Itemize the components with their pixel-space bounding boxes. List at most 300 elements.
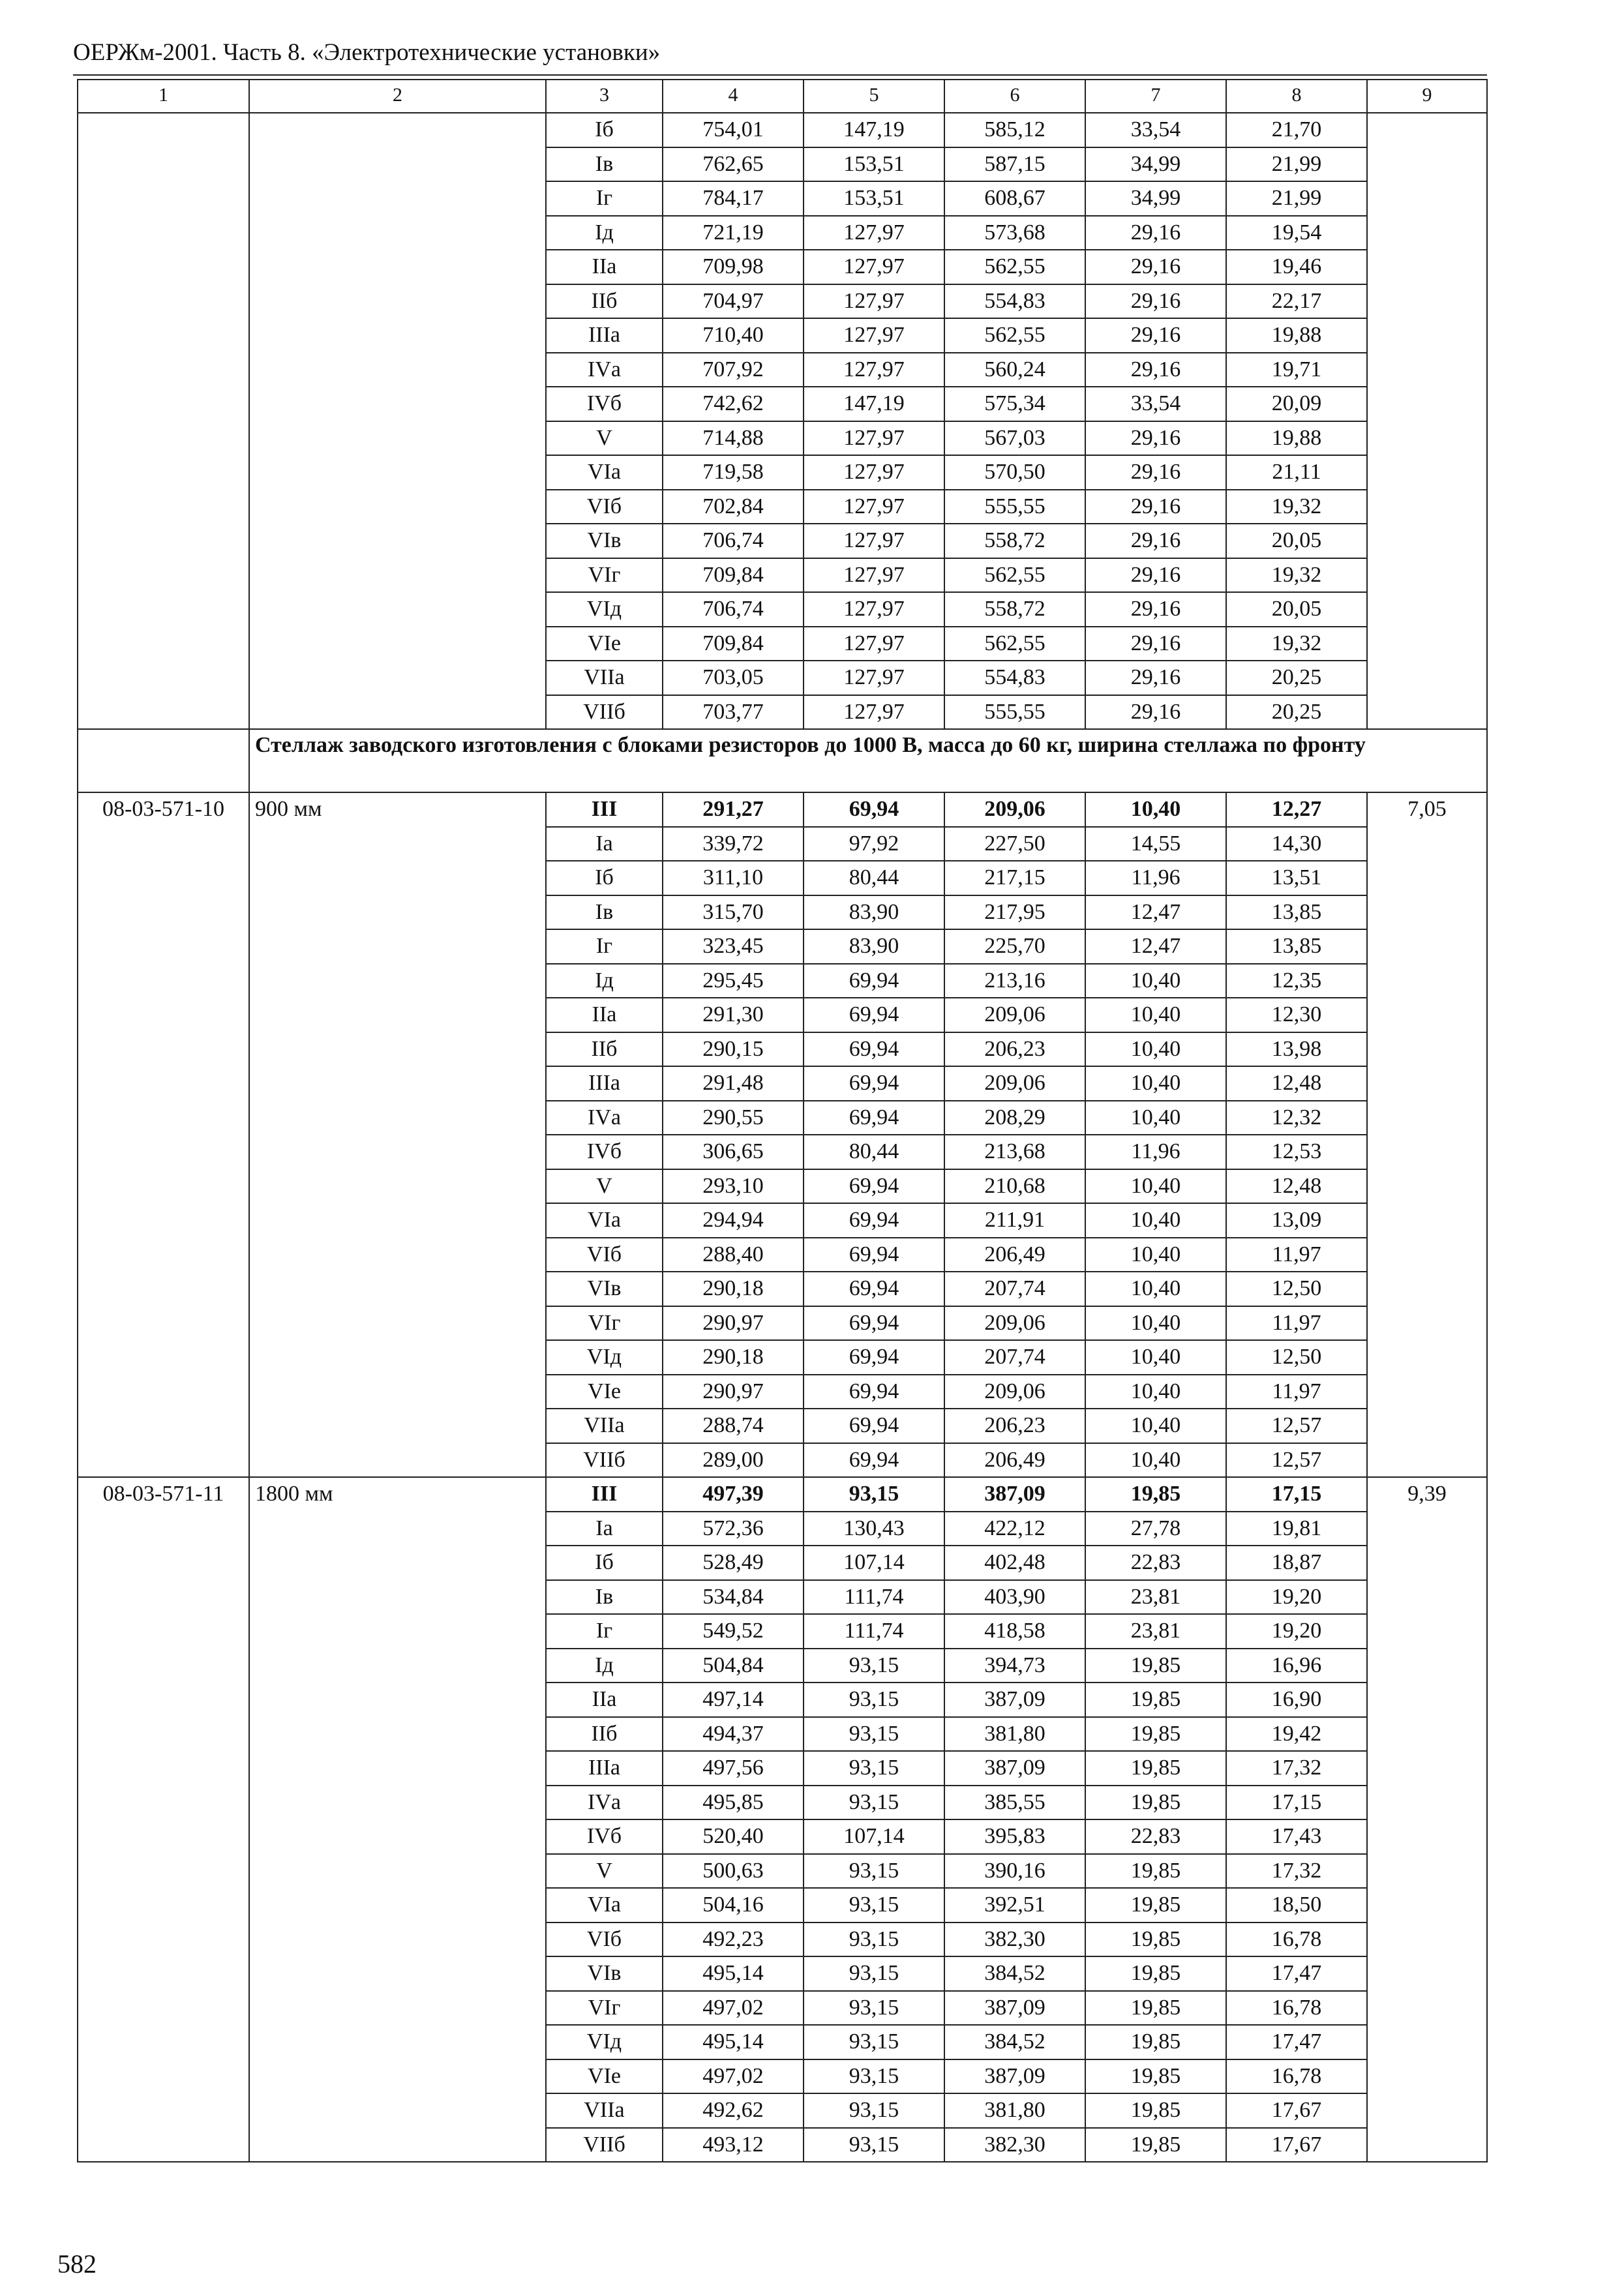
column-header-1: 1 — [78, 80, 249, 113]
table-cell-col8: 21,99 — [1226, 181, 1367, 216]
table-cell-col8: 20,05 — [1226, 592, 1367, 627]
table-cell-col4: 291,48 — [663, 1066, 804, 1101]
table-cell-col8: 16,90 — [1226, 1683, 1367, 1717]
table-cell-col5: 93,15 — [804, 1683, 944, 1717]
table-cell-col7: 23,81 — [1085, 1614, 1226, 1649]
table-cell-col8: 12,35 — [1226, 964, 1367, 998]
table-cell-col4: 290,15 — [663, 1032, 804, 1067]
table-cell-col5: 69,94 — [804, 1032, 944, 1067]
table-cell-col8: 22,17 — [1226, 284, 1367, 319]
table-cell-col7: 10,40 — [1085, 1443, 1226, 1478]
table-cell-col4: 754,01 — [663, 113, 804, 147]
table-cell-col5: 93,15 — [804, 1717, 944, 1752]
table-cell-col7: 10,40 — [1085, 964, 1226, 998]
table-cell-col3: Iг — [546, 181, 663, 216]
table-cell-col6: 387,09 — [944, 1751, 1085, 1786]
table-cell-col4: 572,36 — [663, 1512, 804, 1546]
table-cell-col5: 127,97 — [804, 353, 944, 387]
table-cell-col4: 742,62 — [663, 387, 804, 421]
item-code: 08-03-571-10 — [78, 792, 249, 1477]
table-cell-col4: 709,84 — [663, 627, 804, 661]
table-cell-col7: 29,16 — [1085, 558, 1226, 593]
table-cell-col8: 12,57 — [1226, 1443, 1367, 1478]
table-cell-col4: 520,40 — [663, 1819, 804, 1854]
table-cell-col4: 719,58 — [663, 455, 804, 490]
table-cell-col3: VIа — [546, 1203, 663, 1238]
table-cell-col8: 19,88 — [1226, 421, 1367, 456]
table-cell-col3: VIб — [546, 1238, 663, 1272]
table-cell-col7: 19,85 — [1085, 1477, 1226, 1512]
table-cell-col6: 587,15 — [944, 147, 1085, 182]
table-cell-col4: 294,94 — [663, 1203, 804, 1238]
table-cell-col8: 12,57 — [1226, 1409, 1367, 1443]
table-cell-col8: 13,09 — [1226, 1203, 1367, 1238]
table-cell-col7: 10,40 — [1085, 1272, 1226, 1306]
table-cell-col5: 93,15 — [804, 1956, 944, 1991]
column-header-9: 9 — [1367, 80, 1487, 113]
table-cell-col3: Iб — [546, 1546, 663, 1580]
table-cell-col3: VIд — [546, 2025, 663, 2059]
table-cell-col7: 10,40 — [1085, 1238, 1226, 1272]
table-cell-col3: IIа — [546, 250, 663, 284]
table-cell-col8: 17,47 — [1226, 1956, 1367, 1991]
table-cell-col6: 567,03 — [944, 421, 1085, 456]
table-cell-col3: VIв — [546, 1272, 663, 1306]
table-cell-col4: 311,10 — [663, 861, 804, 895]
table-cell-col4: 288,40 — [663, 1238, 804, 1272]
table-cell-col5: 147,19 — [804, 113, 944, 147]
table-cell-col3: VIIб — [546, 2128, 663, 2162]
table-cell-col3: Iд — [546, 1649, 663, 1683]
table-cell-col4: 290,18 — [663, 1340, 804, 1375]
table-cell-col5: 147,19 — [804, 387, 944, 421]
table-cell-col3: IVа — [546, 1101, 663, 1135]
table-cell-col7: 34,99 — [1085, 147, 1226, 182]
table-cell-col3: Iв — [546, 895, 663, 930]
table-cell-col6: 206,23 — [944, 1032, 1085, 1067]
table-cell-col7: 19,85 — [1085, 1922, 1226, 1957]
table-cell-col4: 707,92 — [663, 353, 804, 387]
table-cell-col5: 93,15 — [804, 1786, 944, 1820]
table-cell-col7: 29,16 — [1085, 455, 1226, 490]
table-row — [78, 113, 1487, 147]
table-cell-col7: 29,16 — [1085, 695, 1226, 730]
table-cell-col4: 504,84 — [663, 1649, 804, 1683]
table-cell-col6: 207,74 — [944, 1272, 1085, 1306]
table-cell-col7: 29,16 — [1085, 250, 1226, 284]
table-cell-col5: 127,97 — [804, 695, 944, 730]
column-header-4: 4 — [663, 80, 804, 113]
table-cell-col4: 288,74 — [663, 1409, 804, 1443]
table-cell-col4: 290,97 — [663, 1375, 804, 1409]
table-cell-col3: Iв — [546, 1580, 663, 1615]
table-cell-col8: 20,05 — [1226, 524, 1367, 558]
table-cell-col7: 29,16 — [1085, 421, 1226, 456]
table-cell-col5: 83,90 — [804, 895, 944, 930]
table-cell-col6: 206,49 — [944, 1238, 1085, 1272]
column-header-8: 8 — [1226, 80, 1367, 113]
table-cell-col6: 392,51 — [944, 1888, 1085, 1922]
table-cell-col7: 29,16 — [1085, 353, 1226, 387]
table-cell-col5: 127,97 — [804, 661, 944, 695]
table-cell-col3: VIб — [546, 1922, 663, 1957]
table-cell-col5: 127,97 — [804, 318, 944, 353]
table-cell-col7: 19,85 — [1085, 1649, 1226, 1683]
header-rule — [73, 74, 1487, 76]
table-cell-col4: 306,65 — [663, 1135, 804, 1169]
table-cell-col4: 492,23 — [663, 1922, 804, 1957]
table-cell-col6: 562,55 — [944, 250, 1085, 284]
item-col9-value: 9,39 — [1367, 1477, 1487, 2162]
table-cell-col3: VIа — [546, 1888, 663, 1922]
table-cell-col4: 784,17 — [663, 181, 804, 216]
table-cell-col6: 209,06 — [944, 1066, 1085, 1101]
table-cell-col7: 29,16 — [1085, 284, 1226, 319]
table-cell-col3: VIIа — [546, 661, 663, 695]
table-cell-col6: 573,68 — [944, 216, 1085, 250]
table-cell-col6: 562,55 — [944, 627, 1085, 661]
table-cell-col8: 18,50 — [1226, 1888, 1367, 1922]
table-cell-col5: 127,97 — [804, 250, 944, 284]
table-cell-col5: 93,15 — [804, 2059, 944, 2094]
table-cell-col7: 27,78 — [1085, 1512, 1226, 1546]
table-cell-col5: 153,51 — [804, 147, 944, 182]
table-cell-col5: 127,97 — [804, 490, 944, 524]
table-cell-col3: Iд — [546, 964, 663, 998]
table-cell-col3: VIд — [546, 1340, 663, 1375]
table-cell-col6: 206,49 — [944, 1443, 1085, 1478]
page-header-title: ОЕРЖм-2001. Часть 8. «Электротехнические установки» — [73, 39, 661, 66]
table-cell-col8: 13,98 — [1226, 1032, 1367, 1067]
table-cell-col6: 554,83 — [944, 661, 1085, 695]
table-cell-col4: 495,14 — [663, 2025, 804, 2059]
table-cell-col4: 497,02 — [663, 2059, 804, 2094]
table-cell-col8: 21,11 — [1226, 455, 1367, 490]
table-cell-col7: 19,85 — [1085, 1991, 1226, 2026]
item-code: 08-03-571-11 — [78, 1477, 249, 2162]
table-cell-col4: 492,62 — [663, 2093, 804, 2128]
table-cell-col6: 403,90 — [944, 1580, 1085, 1615]
table-cell-col7: 11,96 — [1085, 861, 1226, 895]
table-cell-col8: 20,25 — [1226, 695, 1367, 730]
table-cell-col5: 93,15 — [804, 1751, 944, 1786]
table-cell-col4: 714,88 — [663, 421, 804, 456]
table-cell-col6: 387,09 — [944, 2059, 1085, 2094]
table-cell-col8: 17,15 — [1226, 1786, 1367, 1820]
table-cell-col7: 14,55 — [1085, 827, 1226, 861]
table-cell-col5: 127,97 — [804, 421, 944, 456]
table-cell-col6: 562,55 — [944, 558, 1085, 593]
table-cell-col7: 29,16 — [1085, 318, 1226, 353]
table-cell-col3: Iд — [546, 216, 663, 250]
table-cell-col7: 29,16 — [1085, 627, 1226, 661]
table-cell-col6: 381,80 — [944, 2093, 1085, 2128]
table-cell-col3: V — [546, 1854, 663, 1889]
table-cell-col3: VIг — [546, 1306, 663, 1341]
section-caption-row — [78, 729, 1487, 792]
table-cell-col7: 34,99 — [1085, 181, 1226, 216]
table-cell-col5: 127,97 — [804, 524, 944, 558]
table-cell-col4: 534,84 — [663, 1580, 804, 1615]
table-cell-col6: 382,30 — [944, 1922, 1085, 1957]
table-cell-col3: IVб — [546, 1135, 663, 1169]
table-cell-col5: 93,15 — [804, 1922, 944, 1957]
table-cell-col3: VIIа — [546, 2093, 663, 2128]
table-cell-col7: 19,85 — [1085, 2059, 1226, 2094]
table-cell-col8: 20,25 — [1226, 661, 1367, 695]
table-cell-col5: 69,94 — [804, 1375, 944, 1409]
table-cell-col6: 555,55 — [944, 695, 1085, 730]
table-cell-col3: VIв — [546, 524, 663, 558]
table-cell-col3: IVа — [546, 1786, 663, 1820]
table-cell-col4: 497,02 — [663, 1991, 804, 2026]
table-cell-col7: 19,85 — [1085, 1717, 1226, 1752]
table-cell-col3: Iб — [546, 861, 663, 895]
table-cell-col8: 19,20 — [1226, 1580, 1367, 1615]
table-cell-col5: 93,15 — [804, 2128, 944, 2162]
column-header-6: 6 — [944, 80, 1085, 113]
table-cell-col8: 19,32 — [1226, 558, 1367, 593]
table-cell-col8: 19,88 — [1226, 318, 1367, 353]
table-cell-col3: IVб — [546, 1819, 663, 1854]
table-cell-col6: 558,72 — [944, 592, 1085, 627]
table-cell-col6: 394,73 — [944, 1649, 1085, 1683]
table-cell-col8: 12,27 — [1226, 792, 1367, 827]
table-cell-col3: IIIа — [546, 318, 663, 353]
table-cell-col4: 290,55 — [663, 1101, 804, 1135]
table-cell-col4: 494,37 — [663, 1717, 804, 1752]
table-cell-col8: 13,85 — [1226, 895, 1367, 930]
table-cell-col6: 209,06 — [944, 998, 1085, 1032]
item-col9-value: 7,05 — [1367, 792, 1487, 1477]
table-cell-col8: 12,50 — [1226, 1272, 1367, 1306]
table-cell-col6: 211,91 — [944, 1203, 1085, 1238]
table-cell-col6: 208,29 — [944, 1101, 1085, 1135]
table-cell-col6: 395,83 — [944, 1819, 1085, 1854]
table-cell-col4: 721,19 — [663, 216, 804, 250]
table-cell-col3: VIг — [546, 558, 663, 593]
table-cell-col3: VIIа — [546, 1409, 663, 1443]
table-cell-col5: 83,90 — [804, 929, 944, 964]
table-cell-col5: 127,97 — [804, 558, 944, 593]
table-cell-col3: Iв — [546, 147, 663, 182]
table-cell-col7: 33,54 — [1085, 387, 1226, 421]
table-cell-col3: VIе — [546, 1375, 663, 1409]
table-cell-col7: 19,85 — [1085, 2025, 1226, 2059]
section-caption-code-cell — [78, 729, 249, 792]
table-cell-col6: 554,83 — [944, 284, 1085, 319]
table-cell-col7: 10,40 — [1085, 998, 1226, 1032]
table-cell-col8: 13,51 — [1226, 861, 1367, 895]
table-cell-col7: 29,16 — [1085, 216, 1226, 250]
table-cell-col3: VIе — [546, 2059, 663, 2094]
table-cell-col3: IIб — [546, 284, 663, 319]
table-cell-col5: 69,94 — [804, 1306, 944, 1341]
table-cell-col8: 19,71 — [1226, 353, 1367, 387]
table-cell-col4: 295,45 — [663, 964, 804, 998]
table-cell-col4: 709,84 — [663, 558, 804, 593]
table-cell-col8: 12,50 — [1226, 1340, 1367, 1375]
table-cell-col6: 217,95 — [944, 895, 1085, 930]
table-cell-col8: 17,47 — [1226, 2025, 1367, 2059]
table-cell-col8: 19,54 — [1226, 216, 1367, 250]
table-cell-col4: 289,00 — [663, 1443, 804, 1478]
table-cell-col6: 213,16 — [944, 964, 1085, 998]
table-cell-col8: 17,67 — [1226, 2128, 1367, 2162]
table-cell-col5: 127,97 — [804, 284, 944, 319]
table-cell-col3: VIг — [546, 1991, 663, 2026]
table-cell-col3: VIа — [546, 455, 663, 490]
table-cell-col5: 93,15 — [804, 1477, 944, 1512]
table-cell-col3: IVа — [546, 353, 663, 387]
table-cell-col6: 206,23 — [944, 1409, 1085, 1443]
table-cell-col3: Iб — [546, 113, 663, 147]
item-name: 900 мм — [249, 792, 546, 1477]
table-cell-col3: IVб — [546, 387, 663, 421]
table-cell-col5: 93,15 — [804, 1888, 944, 1922]
table-cell-col5: 93,15 — [804, 1649, 944, 1683]
table-cell-col3: IIа — [546, 1683, 663, 1717]
table-cell-col4: 706,74 — [663, 592, 804, 627]
table-cell-col8: 11,97 — [1226, 1238, 1367, 1272]
table-cell-col7: 19,85 — [1085, 1956, 1226, 1991]
table-cell-col8: 19,20 — [1226, 1614, 1367, 1649]
rates-table — [77, 79, 1488, 2162]
table-cell-col7: 23,81 — [1085, 1580, 1226, 1615]
table-cell-col7: 19,85 — [1085, 1854, 1226, 1889]
table-cell-col6: 217,15 — [944, 861, 1085, 895]
table-cell-col5: 69,94 — [804, 1169, 944, 1204]
table-cell-col6: 384,52 — [944, 1956, 1085, 1991]
table-cell-col6: 560,24 — [944, 353, 1085, 387]
table-cell-col6: 207,74 — [944, 1340, 1085, 1375]
table-cell-col6: 558,72 — [944, 524, 1085, 558]
table-cell-col5: 127,97 — [804, 216, 944, 250]
table-cell-col3: V — [546, 421, 663, 456]
table-cell-col4: 315,70 — [663, 895, 804, 930]
table-cell-col7: 22,83 — [1085, 1546, 1226, 1580]
table-cell-col4: 495,14 — [663, 1956, 804, 1991]
table-cell-col7: 10,40 — [1085, 792, 1226, 827]
table-cell-col4: 497,39 — [663, 1477, 804, 1512]
table-cell-col6: 555,55 — [944, 490, 1085, 524]
table-cell-col7: 29,16 — [1085, 490, 1226, 524]
table-cell-col5: 69,94 — [804, 1238, 944, 1272]
table-cell-col3: IIб — [546, 1032, 663, 1067]
table-cell-col5: 111,74 — [804, 1614, 944, 1649]
table-cell-col3: V — [546, 1169, 663, 1204]
table-cell-col4: 290,18 — [663, 1272, 804, 1306]
table-row — [78, 1477, 1487, 1512]
table-cell-col4: 709,98 — [663, 250, 804, 284]
table-cell-col5: 127,97 — [804, 592, 944, 627]
table-cell-col8: 11,97 — [1226, 1306, 1367, 1341]
table-cell-col6: 608,67 — [944, 181, 1085, 216]
table-cell-col4: 504,16 — [663, 1888, 804, 1922]
table-cell-col7: 19,85 — [1085, 2093, 1226, 2128]
table-cell-col3: IIIа — [546, 1751, 663, 1786]
table-cell-col8: 19,46 — [1226, 250, 1367, 284]
table-cell-col4: 495,85 — [663, 1786, 804, 1820]
table-cell-col8: 12,48 — [1226, 1169, 1367, 1204]
table-cell-col7: 10,40 — [1085, 1101, 1226, 1135]
column-header-5: 5 — [804, 80, 944, 113]
column-header-3: 3 — [546, 80, 663, 113]
table-cell-col8: 11,97 — [1226, 1375, 1367, 1409]
table-cell-col4: 291,27 — [663, 792, 804, 827]
table-cell-col7: 10,40 — [1085, 1409, 1226, 1443]
table-cell-col6: 385,55 — [944, 1786, 1085, 1820]
section-caption: Стеллаж заводского изготовления с блоками резисторов до 1000 В, масса до 60 кг, ширина стеллажа по фронту — [249, 729, 1487, 792]
table-cell-col8: 20,09 — [1226, 387, 1367, 421]
table-cell-col8: 16,78 — [1226, 1922, 1367, 1957]
table-cell-col7: 10,40 — [1085, 1169, 1226, 1204]
table-cell-col7: 12,47 — [1085, 929, 1226, 964]
table-cell-col4: 704,97 — [663, 284, 804, 319]
table-cell-col7: 33,54 — [1085, 113, 1226, 147]
table-cell-col4: 528,49 — [663, 1546, 804, 1580]
table-cell-col6: 390,16 — [944, 1854, 1085, 1889]
table-cell-col4: 703,77 — [663, 695, 804, 730]
table-cell-col6: 213,68 — [944, 1135, 1085, 1169]
continuation-name-cell — [249, 113, 546, 729]
table-cell-col6: 209,06 — [944, 1375, 1085, 1409]
table-cell-col6: 422,12 — [944, 1512, 1085, 1546]
table-cell-col7: 19,85 — [1085, 1888, 1226, 1922]
table-cell-col4: 549,52 — [663, 1614, 804, 1649]
table-cell-col7: 29,16 — [1085, 661, 1226, 695]
table-cell-col6: 575,34 — [944, 387, 1085, 421]
table-cell-col5: 127,97 — [804, 627, 944, 661]
table-cell-col5: 69,94 — [804, 1409, 944, 1443]
table-cell-col3: VIе — [546, 627, 663, 661]
table-cell-col5: 69,94 — [804, 1203, 944, 1238]
table-cell-col8: 16,78 — [1226, 2059, 1367, 2094]
continuation-code-cell — [78, 113, 249, 729]
table-cell-col3: VIIб — [546, 695, 663, 730]
table-cell-col8: 17,67 — [1226, 2093, 1367, 2128]
table-cell-col8: 12,30 — [1226, 998, 1367, 1032]
table-cell-col3: Iг — [546, 1614, 663, 1649]
table-cell-col5: 69,94 — [804, 1340, 944, 1375]
table-cell-col8: 21,70 — [1226, 113, 1367, 147]
table-cell-col8: 17,32 — [1226, 1854, 1367, 1889]
table-cell-col8: 17,32 — [1226, 1751, 1367, 1786]
table-cell-col3: IIб — [546, 1717, 663, 1752]
table-cell-col8: 12,48 — [1226, 1066, 1367, 1101]
table-cell-col5: 107,14 — [804, 1546, 944, 1580]
table-cell-col3: III — [546, 1477, 663, 1512]
table-cell-col3: III — [546, 792, 663, 827]
table-cell-col5: 111,74 — [804, 1580, 944, 1615]
table-cell-col3: IIIа — [546, 1066, 663, 1101]
table-cell-col4: 706,74 — [663, 524, 804, 558]
table-cell-col6: 209,06 — [944, 792, 1085, 827]
table-cell-col7: 10,40 — [1085, 1340, 1226, 1375]
table-cell-col5: 69,94 — [804, 1272, 944, 1306]
table-cell-col4: 497,56 — [663, 1751, 804, 1786]
table-cell-col4: 339,72 — [663, 827, 804, 861]
page-number: 582 — [57, 2249, 97, 2279]
table-cell-col7: 10,40 — [1085, 1203, 1226, 1238]
table-cell-col4: 493,12 — [663, 2128, 804, 2162]
table-cell-col8: 13,85 — [1226, 929, 1367, 964]
table-cell-col7: 29,16 — [1085, 592, 1226, 627]
table-cell-col6: 209,06 — [944, 1306, 1085, 1341]
table-cell-col6: 570,50 — [944, 455, 1085, 490]
table-cell-col7: 19,85 — [1085, 2128, 1226, 2162]
table-cell-col6: 418,58 — [944, 1614, 1085, 1649]
